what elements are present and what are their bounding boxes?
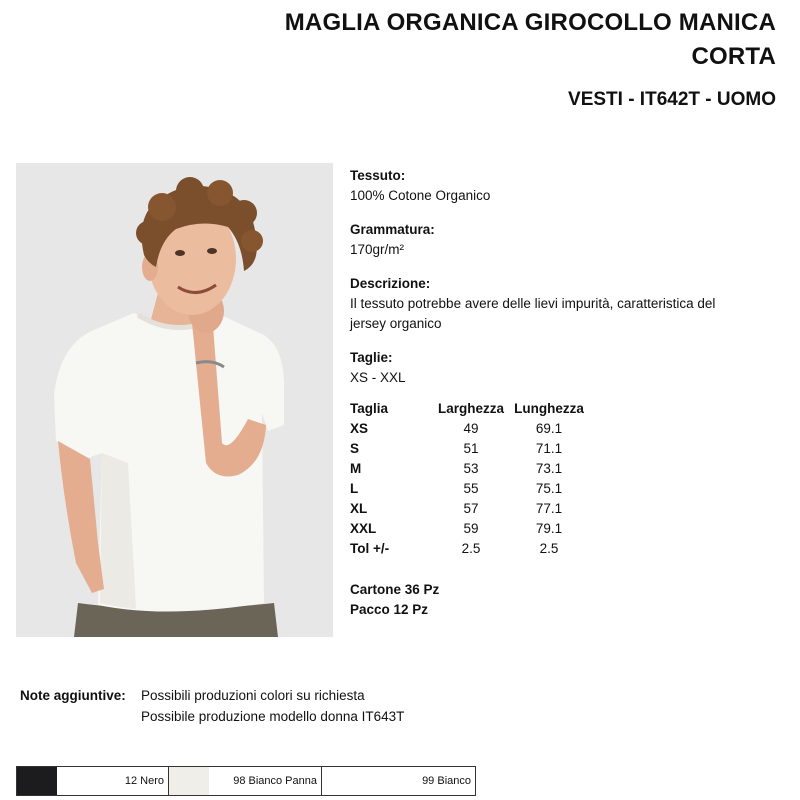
spec-sizes xyxy=(350,348,770,388)
length-cell: 69.1 xyxy=(535,420,563,436)
length-cell: 71.1 xyxy=(535,440,563,456)
length-cell: 77.1 xyxy=(535,500,563,516)
spec-value: Il tessuto potrebbe avere delle lievi impurità, caratteristica del jersey organico xyxy=(350,296,716,331)
color-chip xyxy=(169,767,209,795)
header-width: Larghezza xyxy=(437,400,505,416)
width-cell: 51 xyxy=(463,440,479,456)
spec-value: 170gr/m² xyxy=(350,242,405,257)
size-table-header xyxy=(350,398,588,418)
spec-label: Tessuto: xyxy=(350,168,406,183)
product-title xyxy=(176,6,776,74)
width-cell: 57 xyxy=(463,500,479,516)
length-cell: 2.5 xyxy=(539,540,559,556)
note-line: Possibili produzioni colori su richiesta xyxy=(141,688,365,703)
notes-lines xyxy=(141,685,541,727)
width-cell: 49 xyxy=(463,420,479,436)
size-cell: M xyxy=(350,460,362,476)
spec-list xyxy=(350,166,770,402)
length-cell: 75.1 xyxy=(535,480,563,496)
table-row xyxy=(350,518,588,538)
spec-value: 100% Cotone Organico xyxy=(350,188,491,203)
product-title-line-2: CORTA xyxy=(691,43,776,70)
color-chip xyxy=(17,767,57,795)
color-name: 98 Bianco Panna xyxy=(233,775,317,787)
spec-label: Taglie: xyxy=(350,350,393,365)
width-cell: 55 xyxy=(463,480,479,496)
color-name: 12 Nero xyxy=(124,775,164,787)
color-swatch-nero xyxy=(17,767,169,795)
spec-fabric xyxy=(350,166,770,206)
note-line: Possibile produzione modello donna IT643T xyxy=(141,709,405,724)
size-cell: XL xyxy=(350,500,368,516)
size-cell: L xyxy=(350,480,359,496)
length-cell: 79.1 xyxy=(535,520,563,536)
product-subtitle: VESTI - IT642T - UOMO xyxy=(568,89,776,110)
product-photo xyxy=(16,163,333,637)
size-table xyxy=(350,398,588,558)
width-cell: 2.5 xyxy=(461,540,481,556)
pack-quantity: Pacco 12 Pz xyxy=(350,602,429,617)
notes-label: Note aggiuntive: xyxy=(20,688,126,703)
width-cell: 53 xyxy=(463,460,479,476)
header-length: Lunghezza xyxy=(514,400,584,416)
spec-weight xyxy=(350,220,770,260)
spec-value: XS - XXL xyxy=(350,370,406,385)
model-illustration xyxy=(16,163,333,637)
header-size: Taglia xyxy=(350,400,389,416)
color-swatch-bianco-panna xyxy=(169,767,322,795)
spec-label: Descrizione: xyxy=(350,276,431,291)
spec-label: Grammatura: xyxy=(350,222,435,237)
size-cell: XS xyxy=(350,420,369,436)
product-title-line-1: MAGLIA ORGANICA GIROCOLLO MANICA xyxy=(284,9,776,36)
width-cell: 59 xyxy=(463,520,479,536)
size-cell: XXL xyxy=(350,520,377,536)
table-row xyxy=(350,478,588,498)
color-swatches xyxy=(16,766,476,796)
table-row xyxy=(350,418,588,438)
packaging-info xyxy=(350,580,439,620)
spec-description xyxy=(350,274,770,334)
table-row xyxy=(350,458,588,478)
length-cell: 73.1 xyxy=(535,460,563,476)
table-row xyxy=(350,538,588,558)
table-row xyxy=(350,498,588,518)
size-cell: S xyxy=(350,440,360,456)
carton-quantity: Cartone 36 Pz xyxy=(350,582,440,597)
color-chip xyxy=(322,767,362,795)
color-name: 99 Bianco xyxy=(422,775,471,787)
table-row xyxy=(350,438,588,458)
color-swatch-bianco xyxy=(322,767,475,795)
size-cell: Tol +/- xyxy=(350,540,390,556)
